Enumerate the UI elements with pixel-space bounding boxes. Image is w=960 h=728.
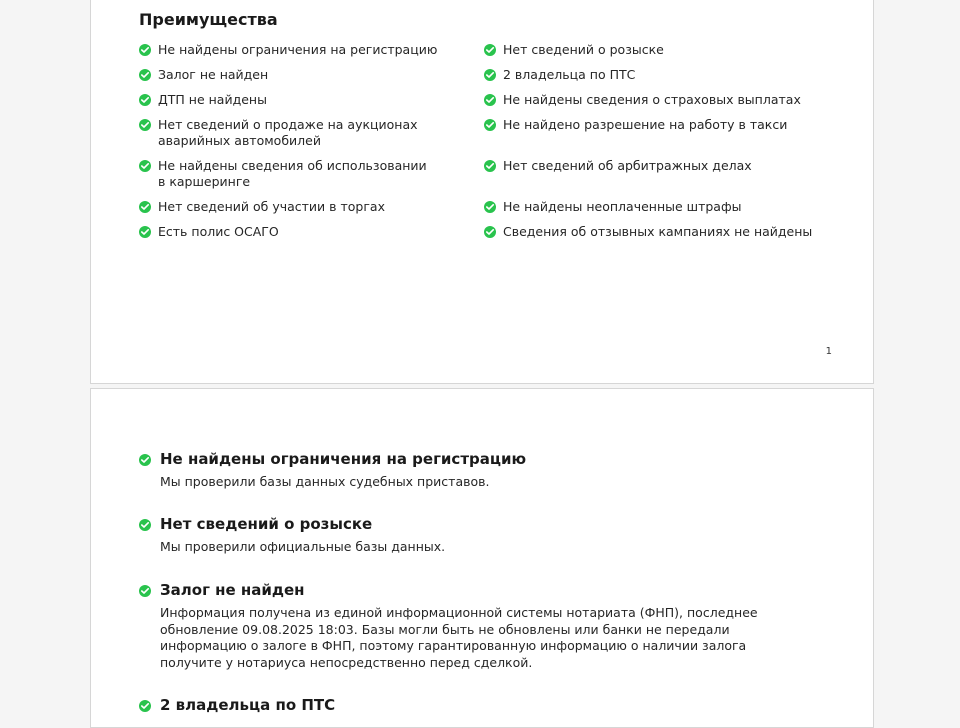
check-circle-icon [484,160,496,172]
advantage-text: Нет сведений об участии в торгах [158,199,385,214]
advantage-text: Не найдено разрешение на работу в такси [503,117,788,132]
check-circle-icon [484,119,496,131]
report-page-2 [90,388,874,728]
check-circle-icon [139,160,151,172]
check-circle-icon [139,519,151,531]
advantage-text: Не найдены сведения о страховых выплатах [503,92,801,107]
advantage-text: ДТП не найдены [158,92,267,107]
check-circle-icon [484,226,496,238]
detail-text: Информация получена из единой информационной системы нотариата (ФНП), последнее обновление 09.08.2025 18:03. Базы могли быть не обновлены или банки не передали информацию о залоге в ФНП, поэтому гарантированную информацию о наличии залога получите у нотариуса непосредственно перед сделкой. [160,605,758,670]
advantage-text: Не найдены ограничения на регистрацию [158,42,438,57]
advantage-text: Нет сведений о продаже на аукционах аварийных автомобилей [158,117,418,148]
page-number: 1 [825,346,832,357]
check-circle-icon [139,119,151,131]
check-circle-icon [139,94,151,106]
check-circle-icon [139,585,151,597]
detail-title: Нет сведений о розыске [160,515,373,533]
check-circle-icon [139,201,151,213]
report-page-1 [90,0,874,384]
detail-title: Залог не найден [160,581,305,599]
advantage-text: Сведения об отзывных кампаниях не найдены [503,224,813,239]
advantage-text: Не найдены неоплаченные штрафы [503,199,742,214]
check-circle-icon [139,454,151,466]
detail-title: Не найдены ограничения на регистрацию [160,450,527,468]
check-circle-icon [484,44,496,56]
check-circle-icon [139,226,151,238]
advantage-text: Нет сведений об арбитражных делах [503,158,752,173]
advantage-text: Залог не найден [158,67,269,82]
advantage-text: 2 владельца по ПТС [503,67,636,82]
detail-text: Мы проверили базы данных судебных приставов. [160,474,490,489]
advantages-title: Преимущества [139,10,278,29]
advantage-text: Не найдены сведения об использовании в каршеринге [158,158,427,189]
check-circle-icon [139,69,151,81]
check-circle-icon [139,700,151,712]
detail-text: Мы проверили официальные базы данных. [160,539,446,554]
advantage-text: Есть полис ОСАГО [158,224,279,239]
advantage-text: Нет сведений о розыске [503,42,664,57]
check-circle-icon [484,201,496,213]
check-circle-icon [484,94,496,106]
check-circle-icon [139,44,151,56]
detail-title: 2 владельца по ПТС [160,696,336,714]
check-circle-icon [484,69,496,81]
